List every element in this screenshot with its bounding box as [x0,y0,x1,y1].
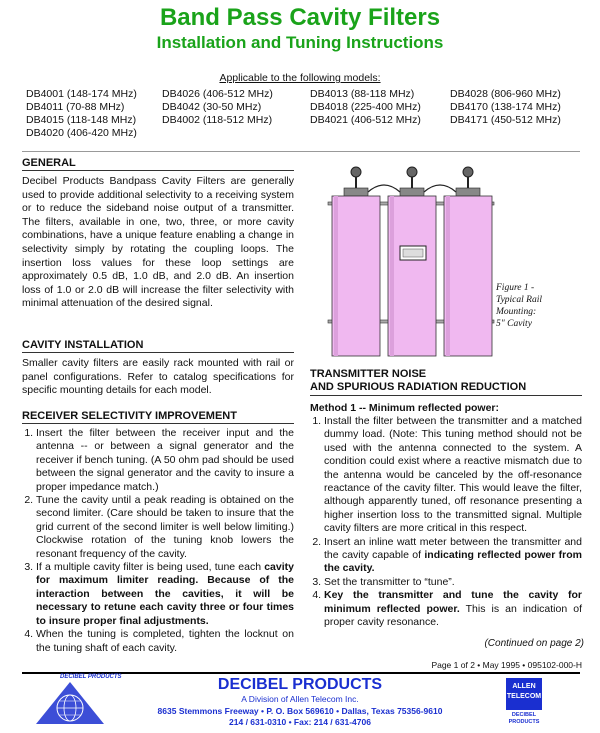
applicable-models-label: Applicable to the following models: [219,72,381,84]
method-1-heading: Method 1 -- Minimum reflected power: [310,402,500,414]
transmitter-step-4-plain: This is an indication of proper cavity resonance. [324,602,582,629]
model-item: DB4021 (406-512 MHz) [310,114,421,126]
model-item: DB4020 (406-420 MHz) [26,127,137,139]
receiver-step-3-bold: cavity for maximum limiter reading. Because of the interaction between the cavities, it will be necessary to retune each cavity three or four times to insure proper final adjustments. [36,561,294,627]
models-column-1 [26,88,162,140]
allen-telecom-badge: ALLEN TELECOM [506,678,542,710]
transmitter-step-1: 1. Install the filter between the transmitter and a matched dummy load. (Note: This tuning method should not be used with the antenna connected to the system. A condition could exist where a reactive mismatch due to the antenna would be canceled by the off-resonance reactance of the cavity filter. This would leave the filter, although apparently tuned, off resonance presenting a higher insertion loss to the transmitted signal. Multiple cavity filters are more critical in this respect. [324,415,582,536]
transmitter-step-4 [324,589,582,629]
general-section [22,157,294,311]
cavity-filter-illustration [326,166,496,358]
models-column-4 [450,88,586,140]
company-phone: 214 / 631-0310 • Fax: 214 / 631-4706 [229,717,371,727]
document-subtitle: Installation and Tuning Instructions [156,33,444,52]
header-divider [22,151,580,152]
receiver-step-1: 1. Insert the filter between the receiver input and the antenna -- or between a signal generator and the receiver if bench tuning. (A 50 ohm pad should be used between the signal generator and the cavity to insure a proper impedance match.) [36,427,294,494]
general-heading: GENERAL [22,157,294,171]
model-item: DB4026 (406-512 MHz) [162,88,273,100]
model-item: DB4171 (450-512 MHz) [450,114,561,126]
figure-caption-line: Mounting: [496,307,537,317]
transmitter-section [310,368,582,630]
receiver-step-2: 2. Tune the cavity until a peak reading is obtained on the second limiter. (Care should be taken to insure that the grid current of the second limiter is well below limiting.) Clockwise rotation of the tuning knob lowers the resonant frequency of the cavity. [36,494,294,561]
receiver-step-4: 4. When the tuning is completed, tighten the locknut on the tuning shaft of each cavity. [36,628,294,655]
cavity-installation-section [22,339,294,398]
figure-caption-line: 5" Cavity [496,319,532,329]
transmitter-step-3: 3. Set the transmitter to “tune”. [324,576,582,589]
receiver-heading: RECEIVER SELECTIVITY IMPROVEMENT [22,410,294,424]
model-item: DB4018 (225-400 MHz) [310,101,421,113]
transmitter-step-4-bold: Key the transmitter and tune the cavity for minimum reflected power. [324,589,582,615]
transmitter-step-2 [324,536,582,576]
model-item: DB4170 (138-174 MHz) [450,101,561,113]
model-item: DB4042 (30-50 MHz) [162,101,262,113]
cavity-2 [388,167,436,356]
cavity-3 [444,167,492,356]
continued-note: (Continued on page 2) [484,638,584,649]
page-info: Page 1 of 2 • May 1995 • 095102-000-H [431,660,582,670]
models-column-3 [310,88,450,140]
company-address: 8635 Stemmons Freeway • P. O. Box 569610 • Dallas, Texas 75356-9610 [157,706,443,716]
allen-telecom-logo [506,678,546,724]
decibel-globe-icon [30,676,110,728]
transmitter-step-2-plain: Insert an inline watt meter between the transmitter and the cavity capable of [324,535,582,562]
receiver-section [22,410,294,655]
receiver-step-3 [36,561,294,628]
model-item: DB4002 (118-512 MHz) [162,114,273,126]
general-text: Decibel Products Bandpass Cavity Filters are generally used to provide additional selectivity to a receiving system or to reduce the sideband noise output of a transmitter. The filters, available in one, two, three, or more cavity combinations, have a unique feature enabling a change in selectivity simply by rotating the coupling loops. The insertion loss values for these loop settings are approximately 0.5 dB, 1.0 dB, and 2.0 dB. An insertion loss of 1.0 or 2.0 dB will increase the filter selectivity with minimal attenuation of the desired signal. [22,175,294,310]
transmitter-heading-line-1: TRANSMITTER NOISE [310,368,427,380]
model-item: DB4013 (88-118 MHz) [310,88,415,100]
decibel-logo [30,674,122,728]
document-title: Band Pass Cavity Filters [159,4,441,31]
decibel-logo-text: DECIBEL PRODUCTS [60,674,122,680]
model-item: DB4015 (118-148 MHz) [26,114,137,126]
company-name: DECIBEL PRODUCTS [217,676,383,693]
models-column-2 [162,88,310,140]
models-list [26,88,586,140]
cavity-installation-text: Smaller cavity filters are easily rack mounted with rail or panel configurations. Refer to catalog specifications for specific mounting details for each model. [22,357,294,397]
cavity-installation-heading: CAVITY INSTALLATION [22,339,294,353]
cavity-1 [332,167,380,356]
cavity-figure [326,166,496,358]
model-item: DB4028 (806-960 MHz) [450,88,561,100]
allen-telecom-subtext: DECIBEL PRODUCTS [508,712,540,725]
figure-caption [496,282,586,330]
transmitter-step-2-bold: indicating reflected power from the cavity. [324,549,582,575]
model-item: DB4011 (70-88 MHz) [26,101,125,113]
model-item: DB4001 (148-174 MHz) [26,88,137,100]
transmitter-heading [310,368,582,396]
receiver-step-3-plain: If a multiple cavity filter is being used, tune each [36,561,265,574]
figure-caption-line: Typical Rail [496,295,542,305]
company-division: A Division of Allen Telecom Inc. [241,694,359,704]
transmitter-steps [310,415,582,630]
figure-caption-line: Figure 1 - [496,283,535,293]
receiver-steps [22,427,294,655]
transmitter-heading-line-2: AND SPURIOUS RADIATION REDUCTION [310,381,527,393]
